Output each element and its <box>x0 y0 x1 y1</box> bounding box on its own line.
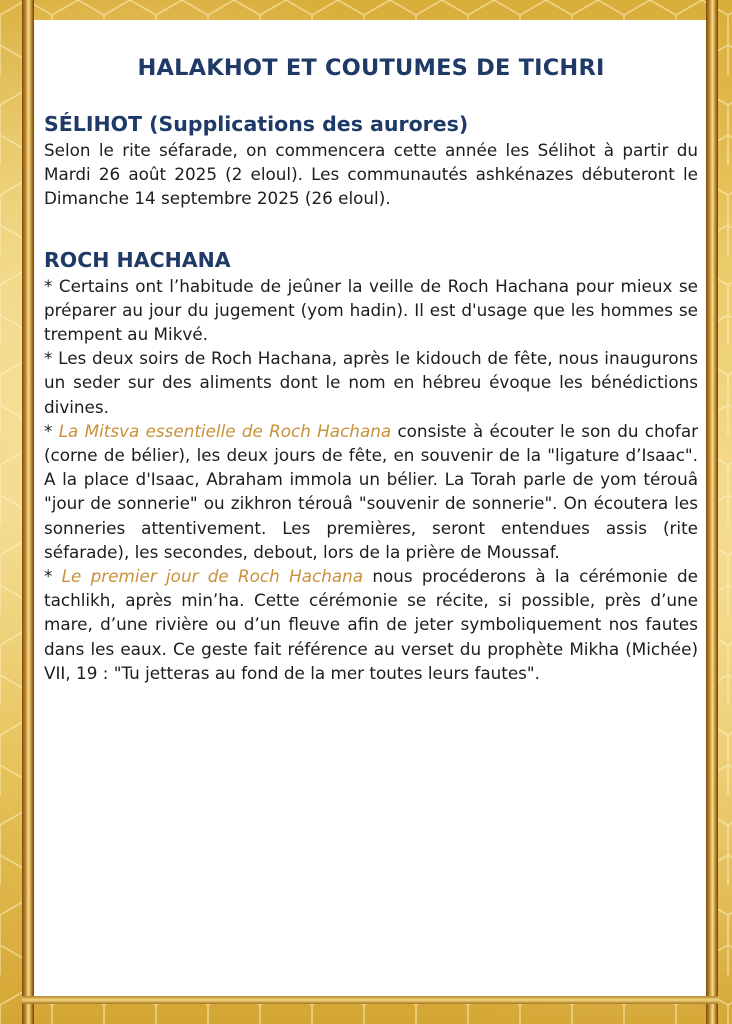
page-title: HALAKHOT ET COUTUMES DE TICHRI <box>137 55 605 81</box>
paragraph-text: Certains ont l’habitude de jeûner la veille de Roch Hachana pour mieux se préparer au jour du jugement (yom hadin). Il est d'usage que les hommes se trempent au Mikvé. <box>44 275 698 345</box>
paragraph-chofar <box>44 419 698 564</box>
document-body <box>44 20 698 685</box>
bullet-marker: * <box>44 566 62 587</box>
content-panel <box>34 20 706 996</box>
paragraph-text: Les deux soirs de Roch Hachana, après le kidouch de fête, nous inaugurons un seder sur des aliments dont le nom en hébreu évoque les bénédictions divines. <box>44 348 698 417</box>
left-gold-border <box>22 0 34 1024</box>
highlight-mitsva: La Mitsva essentielle de Roch Hachana <box>58 420 392 441</box>
paragraph-text: nous procéderons à la cérémonie de tachlikh, après min’ha. Cette cérémonie se récite, si possible, près d’une mare, d’une rivière ou d’un fleuve afin de jeter symboliquement nos fautes dans les eaux. Ce geste fait référence au verset du prophète Mikha (Michée) VII, 19 : "Tu jetteras au fond de la mer toutes leurs fautes". <box>44 566 698 683</box>
paragraph-seder <box>44 346 698 419</box>
paragraph-text: consiste à écouter le son du chofar (corne de bélier), les deux jours de fête, en souvenir de la "ligature d’Isaac". A la place d'Isaac, Abraham immola un bélier. La Torah parle de yom térouâ "jour de sonnerie" ou zikhron térouâ "souvenir de sonnerie". On écoutera les sonneries attentivement. Les premières, seront entendues assis (rite séfarade), les secondes, debout, lors de la prière de Moussaf. <box>44 420 699 562</box>
section-heading-selihot: SÉLIHOT (Supplications des aurores) <box>44 112 469 136</box>
bullet-marker: * <box>44 275 59 296</box>
paragraph-jeune <box>44 274 698 347</box>
paragraph-text: Selon le rite séfarade, on commencera cette année les Sélihot à partir du Mardi 26 août 2025 (2 eloul). Les communautés ashkénazes débuteront le Dimanche 14 septembre 2025 (26 eloul). <box>44 140 698 209</box>
bottom-gold-border <box>22 996 718 1004</box>
bullet-marker: * <box>44 420 59 441</box>
right-gold-border <box>706 0 718 1024</box>
highlight-premier-jour: Le premier jour de Roch Hachana <box>61 566 364 587</box>
paragraph-selihot <box>44 138 698 211</box>
section-heading-roch-hachana: ROCH HACHANA <box>44 247 231 272</box>
paragraph-tachlikh <box>44 564 698 685</box>
bullet-marker: * <box>44 348 59 369</box>
